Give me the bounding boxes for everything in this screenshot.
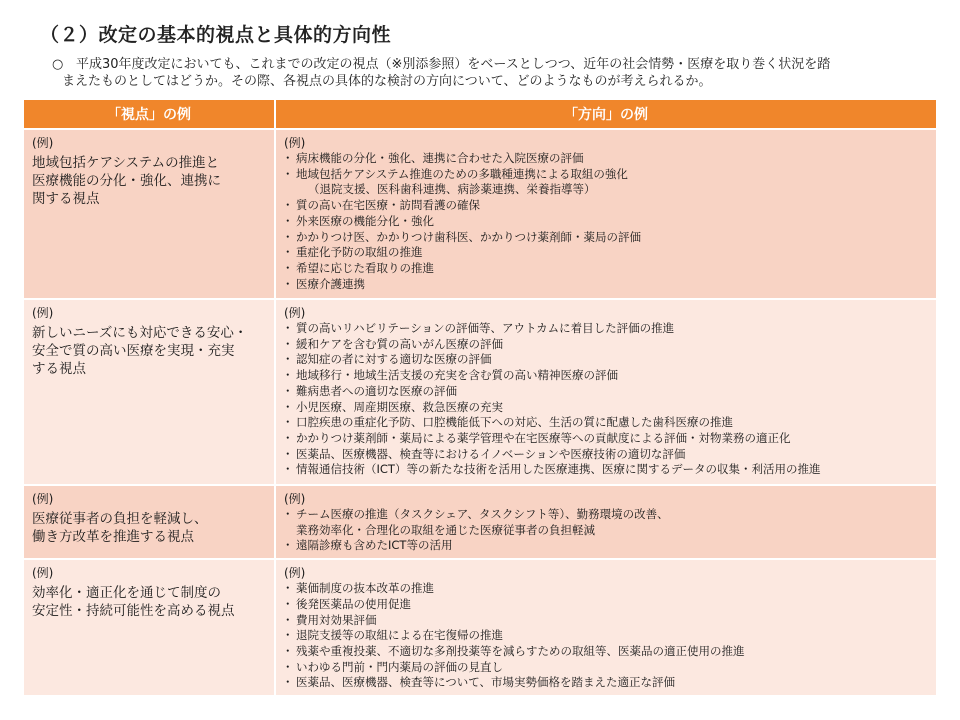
table-header-row [24,100,936,128]
intro-line-2: まえたものとしてはどうか。その際、各視点の具体的な検討の方向について、どのようなものが考えられるか。 [62,74,712,89]
direction-list [284,507,928,554]
viewpoint-line: 働き方改革を推進する視点 [32,529,194,545]
table-row [24,128,936,298]
viewpoint-line: 医療機能の分化・強化、連携に [32,173,221,189]
list-item: ・ いわゆる門前・門内薬局の評価の見直し [284,660,928,676]
viewpoint-line: 地域包括ケアシステムの推進と [32,155,220,171]
list-item: ・ 費用対効果評価 [284,613,928,629]
list-item: ・ 退院支援等の取組による在宅復帰の推進 [284,628,928,644]
viewpoint-text [32,584,266,620]
example-label: (例) [32,492,54,506]
viewpoint-direction-table [24,100,936,695]
table-row [24,298,936,484]
example-label: (例) [284,306,306,320]
list-item: 業務効率化・合理化の取組を通じた医療従事者の負担軽減 [296,522,595,537]
viewpoint-cell [24,558,276,695]
intro-line-1: 平成30年度改定においても、これまでの改定の視点（※別添参照）をベースとしつつ、近年の社会情勢・医療を取り巻く状況を踏 [76,57,831,72]
direction-list [284,581,928,691]
intro-bullet: ○ [52,57,64,72]
list-item: ・ 外来医療の機能分化・強化 [284,214,928,230]
table-row [24,558,936,695]
example-label: (例) [32,566,54,581]
table-row [24,484,936,558]
list-item: ・ 緩和ケアを含む質の高いがん医療の評価 [284,337,928,353]
list-item: ・ 情報通信技術（ICT）等の新たな技術を活用した医療連携、医療に関するデータの収集・利活用の推進 [284,462,928,478]
list-item: ・ 医薬品、医療機器、検査等について、市場実勢価格を踏まえた適正な評価 [284,675,928,691]
viewpoint-line: 新しいニーズにも対応できる安心・ [32,325,248,341]
list-item: ・ 質の高いリハビリテーションの評価等、アウトカムに着目した評価の推進 [284,321,928,337]
direction-cell [276,558,936,695]
list-item: ・ 医療介護連携 [284,277,928,293]
list-item: ・ 難病患者への適切な医療の評価 [284,384,928,400]
direction-list [284,321,928,478]
viewpoint-cell [24,298,276,484]
list-item: ・ 質の高い在宅医療・訪問看護の確保 [284,198,928,214]
list-item: ・ 医薬品、医療機器、検査等におけるイノベーションや医療技術の適切な評価 [284,447,928,463]
viewpoint-text [32,154,266,208]
viewpoint-line: 効率化・適正化を通じて制度の [32,585,221,602]
page-title: （２）改定の基本的視点と具体的方向性 [40,24,392,46]
direction-cell [276,484,936,558]
example-label: (例) [32,136,54,150]
list-item: ・ 薬価制度の抜本改革の推進 [284,581,928,597]
direction-cell [276,128,936,298]
list-item: ・ チーム医療の推進（タスクシェア、タスクシフト等）、勤務環境の改善、 [284,507,928,523]
list-item: ・ 遠隔診療も含めたICT等の活用 [284,538,928,554]
example-label: (例) [284,136,306,150]
viewpoint-line: 関する視点 [32,191,100,207]
header-viewpoint: 「視点」の例 [24,100,276,128]
direction-list [284,151,928,292]
viewpoint-line: 安全で質の高い医療を実現・充実 [32,343,235,359]
viewpoint-line: 安定性・持続可能性を高める視点 [32,603,235,620]
list-item: ・ 残薬や重複投薬、不適切な多剤投薬等を減らすための取組等、医薬品の適正使用の推進 [284,644,928,660]
list-item: ・ 認知症の者に対する適切な医療の評価 [284,352,928,368]
list-item: ・ 小児医療、周産期医療、救急医療の充実 [284,400,928,416]
list-item: ・ かかりつけ医、かかりつけ歯科医、かかりつけ薬剤師・薬局の評価 [284,230,928,246]
viewpoint-text [32,324,266,378]
list-item: ・ 希望に応じた看取りの推進 [284,261,928,277]
direction-cell [276,298,936,484]
viewpoint-cell [24,128,276,298]
viewpoint-cell [24,484,276,558]
example-label: (例) [284,566,306,581]
list-item: （退院支援、医科歯科連携、病診薬連携、栄養指導等） [308,182,596,197]
viewpoint-line: 医療従事者の負担を軽減し、 [32,511,208,527]
list-item: ・ 地域包括ケアシステム推進のための多職種連携による取組の強化 [284,167,928,183]
list-item: ・ 地域移行・地域生活支援の充実を含む質の高い精神医療の評価 [284,368,928,384]
list-item: ・ 後発医薬品の使用促進 [284,597,928,613]
list-item: ・ 重症化予防の取組の推進 [284,245,928,261]
viewpoint-text [32,510,266,546]
viewpoint-line: する視点 [32,361,86,377]
intro-paragraph [40,56,930,90]
header-direction: 「方向」の例 [276,100,936,128]
example-label: (例) [284,492,306,506]
list-item: ・ 病床機能の分化・強化、連携に合わせた入院医療の評価 [284,151,928,167]
list-item: ・ かかりつけ薬剤師・薬局による薬学管理や在宅医療等への貢献度による評価・対物業務の適正化 [284,431,928,447]
example-label: (例) [32,306,54,320]
list-item: ・ 口腔疾患の重症化予防、口腔機能低下への対応、生活の質に配慮した歯科医療の推進 [284,415,928,431]
